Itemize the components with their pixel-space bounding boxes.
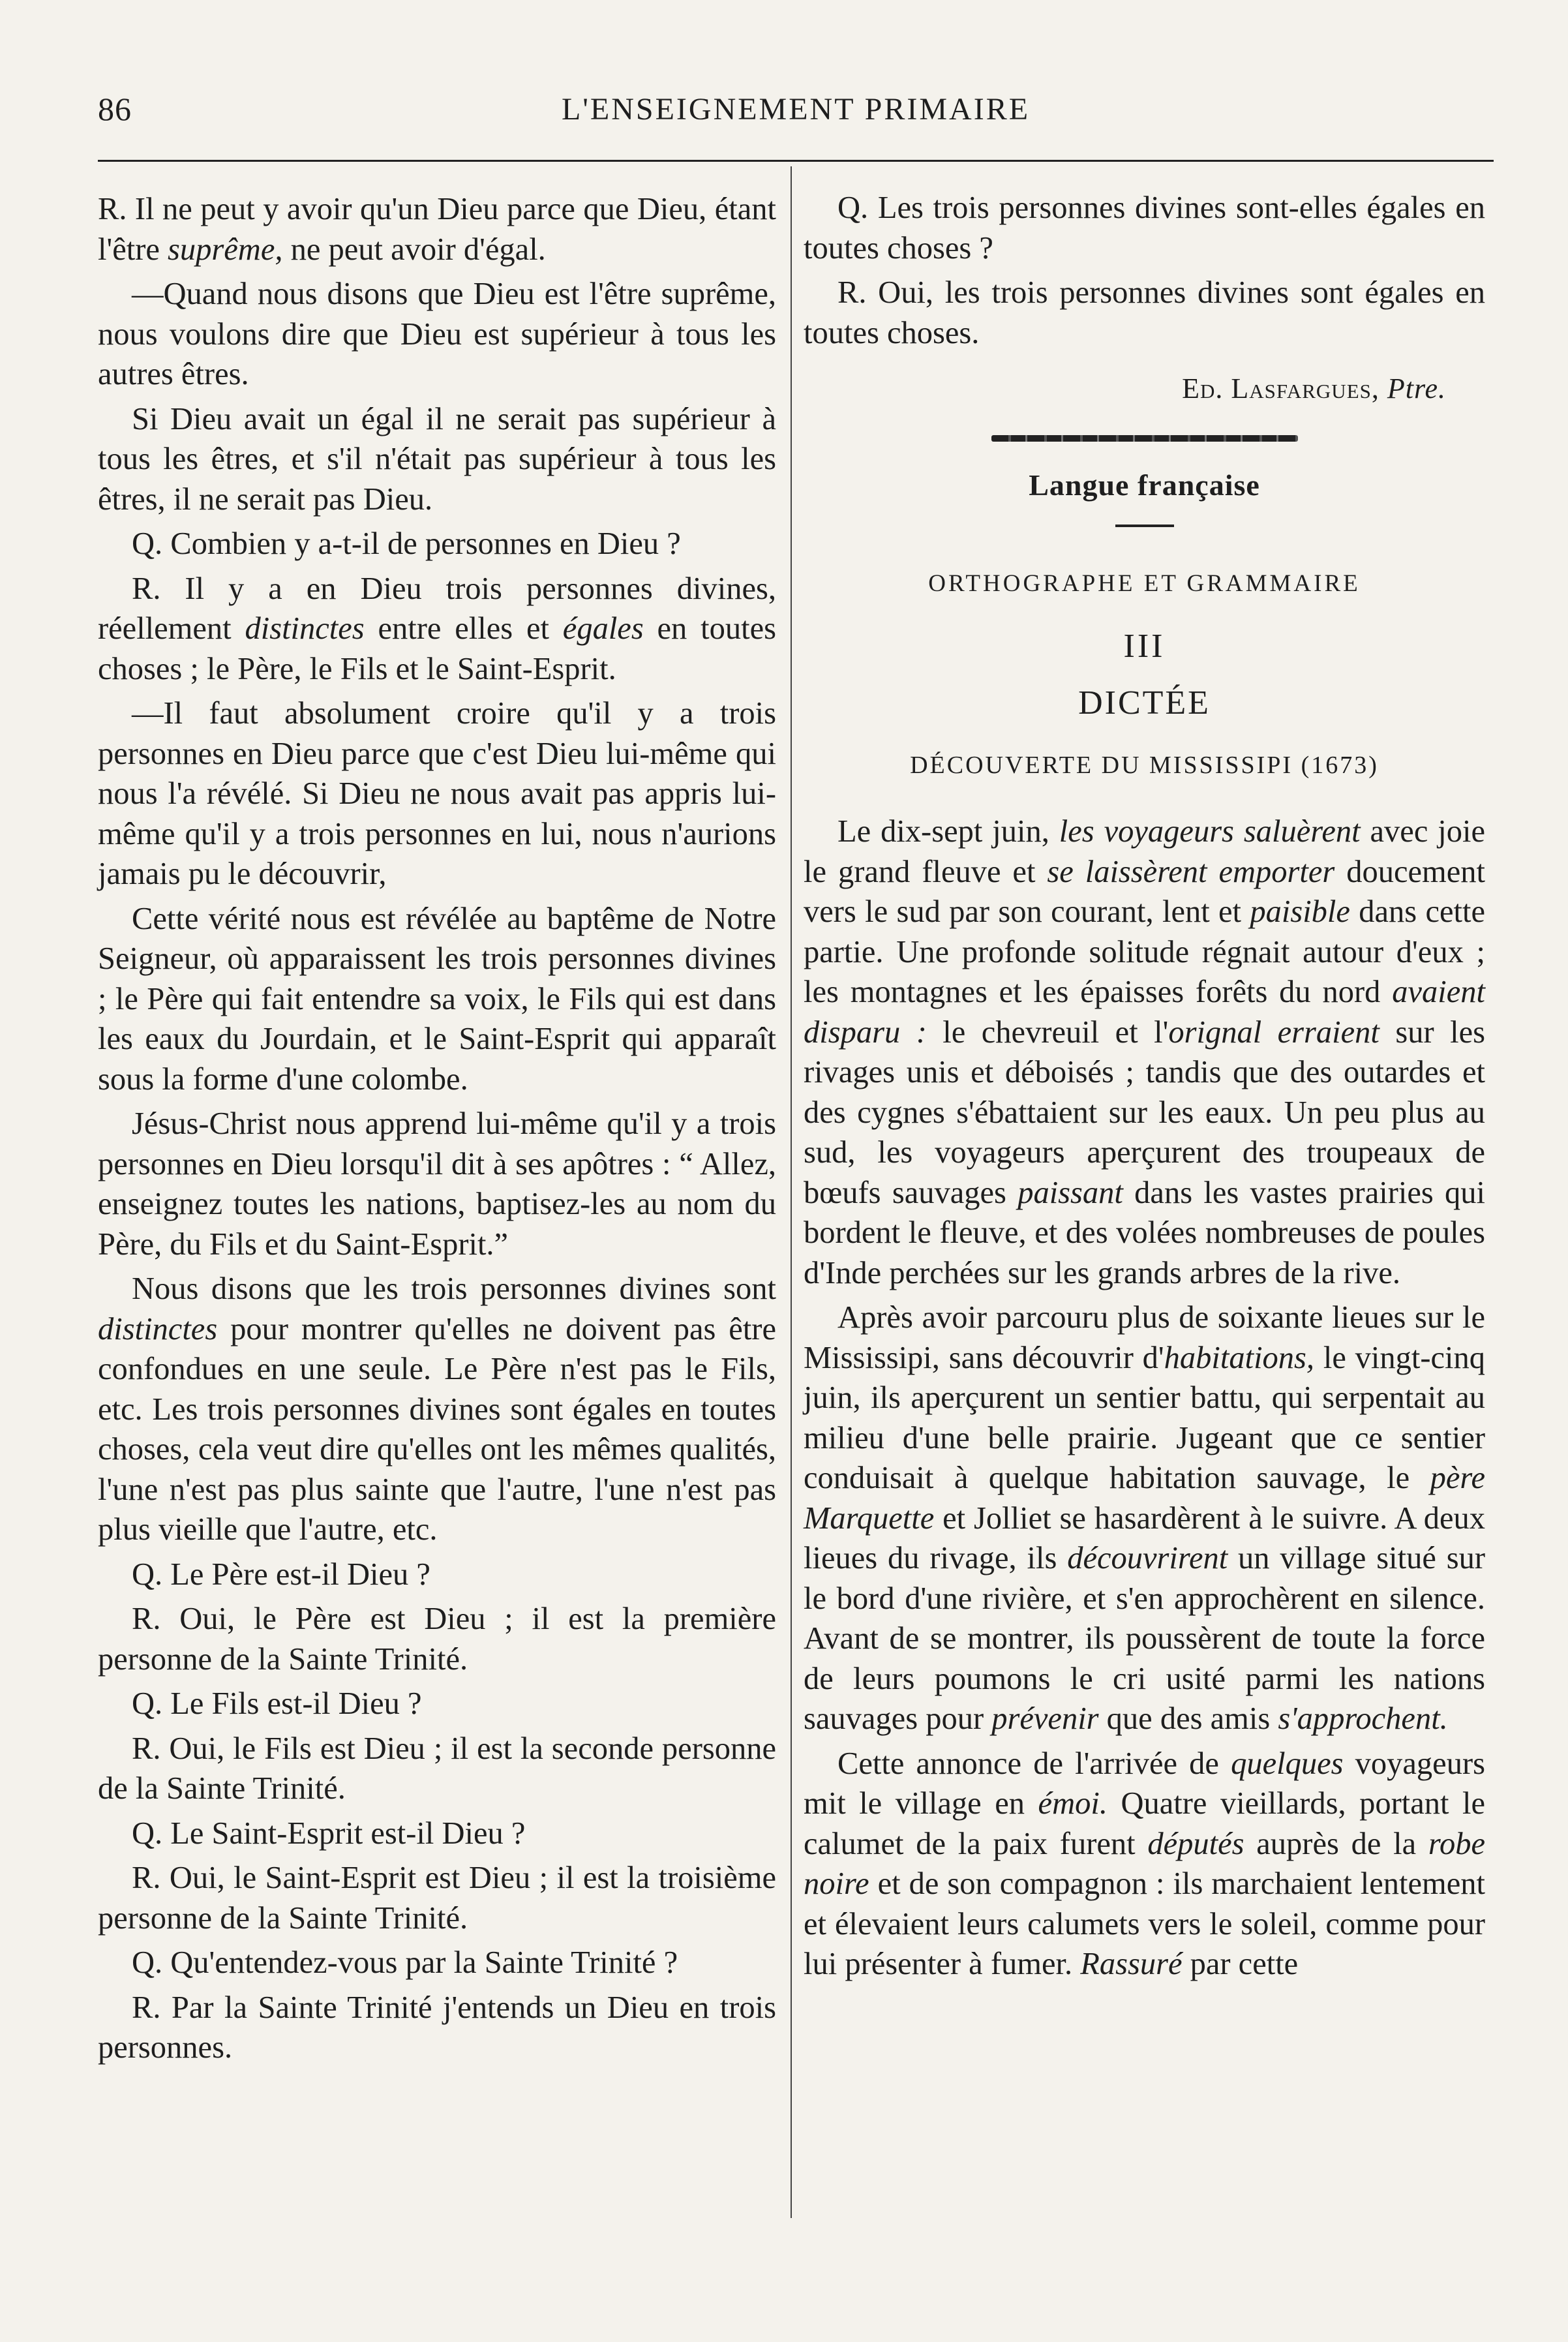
section-subhead: ORTHOGRAPHE ET GRAMMAIRE [928,570,1361,597]
signature [804,369,1446,409]
page-number: 86 [98,91,132,127]
running-title: L'ENSEIGNEMENT PRIMAIRE [561,92,1031,127]
paragraph: Q. Qu'entendez-vous par la Sainte Trinité ? [132,1945,678,1980]
paragraph: —Il faut absolument croire qu'il y a trois personnes en Dieu parce que c'est Dieu lui-même qui nous l'a révélé. Si Dieu ne nous avait pas appris lui-même qu'il y a trois personnes en lui, nous n'aurions jamais pu le découvrir, [98,696,776,891]
signature-title: Ptre. [1387,373,1446,404]
paragraph: R. Oui, le Saint-Esprit est Dieu ; il est la troisième personne de la Sainte Trinité. [98,1861,776,1936]
section-title: Langue française [1029,468,1260,502]
right-column-top [804,188,1485,353]
dictee-subtitle: DÉCOUVERTE DU MISSISSIPI (1673) [910,751,1379,779]
dictee-heading: DICTÉE [1078,684,1211,722]
left-column [98,189,776,2073]
short-rule [1115,525,1174,527]
paragraph: R. Il y a en Dieu trois personnes divines, réellement distinctes entre elles et égales en toutes choses ; le Père, le Fils et le Saint-Esprit. [98,571,776,686]
paragraph: Q. Le Fils est-il Dieu ? [132,1686,422,1721]
lesson-numeral: III [1123,627,1166,665]
paragraph: Q. Les trois personnes divines sont-elles égales en toutes choses ? [804,190,1485,266]
right-column-body [804,812,1485,1985]
paragraph: R. Par la Sainte Trinité j'entends un Dieu en trois personnes. [98,1990,776,2065]
paragraph: Q. Le Père est-il Dieu ? [132,1557,430,1592]
paragraph: R. Oui, le Fils est Dieu ; il est la seconde personne de la Sainte Trinité. [98,1731,776,1806]
paragraph: R. Oui, les trois personnes divines sont égales en toutes choses. [804,275,1485,350]
paragraph: Si Dieu avait un égal il ne serait pas supérieur à tous les êtres, et s'il n'était pas supérieur à tous les êtres, il ne serait pas Dieu. [98,401,776,517]
paragraph: Cette annonce de l'arrivée de quelques voyageurs mit le village en émoi. Quatre vieillards, portant le calumet de la paix furent députés auprès de la robe noire et de son compagnon : ils marchaient lentement et élevaient leurs calumets vers le soleil, comme pour lui présenter à fumer. Rassuré par cette [804,1746,1485,1981]
paragraph: —Quand nous disons que Dieu est l'être suprême, nous voulons dire que Dieu est supérieur à tous les autres êtres. [98,277,776,391]
paragraph: Le dix-sept juin, les voyageurs saluèrent avec joie le grand fleuve et se laissèrent emporter doucement vers le sud par son courant, lent et paisible dans cette partie. Une profonde solitude régnait autour d'eux ; les montagnes et les épaisses forêts du nord avaient disparu : le chevreuil et l'orignal erraient sur les rivages unis et déboisés ; tandis que des outardes et des cygnes s'ébattaient sur les eaux. Un peu plus au sud, les voyageurs aperçurent des troupeaux de bœufs sauvages paissant dans les vastes prairies qui bordent le fleuve, et des volées nombreuses de poules d'Inde perchées sur les grands arbres de la rive. [804,814,1486,1290]
ornamental-rule [991,435,1298,442]
paragraph: Cette vérité nous est révélée au baptême de Notre Seigneur, où apparaissent les trois personnes divines ; le Père qui fait entendre sa voix, le Fils qui est dans les eaux du Jourdain, et le Saint-Esprit qui apparaît sous la forme d'une colombe. [98,901,776,1097]
paragraph: Jésus-Christ nous apprend lui-même qu'il y a trois personnes en Dieu lorsqu'il dit à ses apôtres : “ Allez, enseignez toutes les nations, baptisez-les au nom du Père, du Fils et du Saint-Esprit.” [98,1106,776,1262]
paragraph: R. Oui, le Père est Dieu ; il est la première personne de la Sainte Trinité. [98,1602,776,1677]
signature-name: Ed. Lasfargues, [1182,373,1380,404]
paragraph: Nous disons que les trois personnes divines sont distinctes pour montrer qu'elles ne doivent pas être confondues en une seule. Le Père n'est pas le Fils, etc. Les trois personnes divines sont égales en toutes choses, cela veut dire qu'elles ont les mêmes qualités, l'une n'est pas plus sainte que l'autre, l'une n'est pas plus vieille que l'autre, etc. [98,1271,776,1547]
column-divider [791,166,792,2218]
paragraph: Après avoir parcouru plus de soixante lieues sur le Mississipi, sans découvrir d'habitations, le vingt-cinq juin, ils aperçurent un sentier battu, qui serpentait au milieu d'une belle prairie. Jugeant que ce sentier conduisait à quelque habitation sauvage, le père Marquette et Jolliet se hasardèrent à le suivre. A deux lieues du rivage, ils découvrirent un village situé sur le bord d'une rivière, et s'en approchèrent en silence. Avant de se montrer, ils poussèrent de toute la force de leurs poumons le cri usité parmi les nations sauvages pour prévenir que des amis s'approchent. [804,1300,1485,1736]
paragraph: R. Il ne peut y avoir qu'un Dieu parce que Dieu, étant l'être suprême, ne peut avoir d'égal. [98,192,776,267]
header-rule [98,160,1494,162]
paragraph: Q. Combien y a-t-il de personnes en Dieu ? [132,526,681,561]
right-column [804,188,1485,1989]
paragraph: Q. Le Saint-Esprit est-il Dieu ? [132,1816,526,1851]
